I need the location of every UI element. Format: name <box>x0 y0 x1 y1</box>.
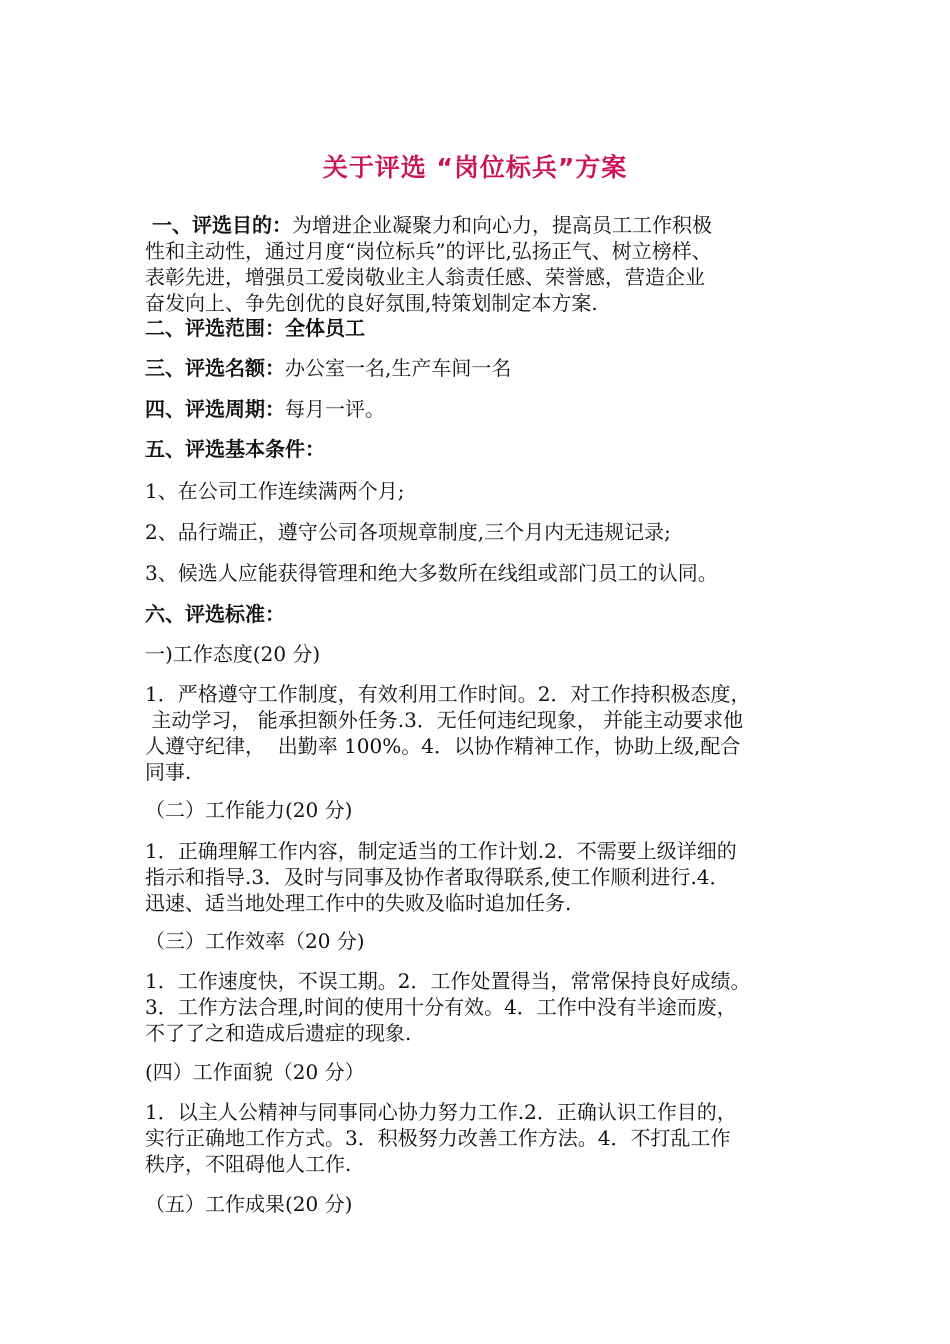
section-cycle <box>145 396 813 422</box>
criterion-efficiency-body <box>145 968 813 1046</box>
body-line: 实行正确地工作方式。3．积极努力改善工作方法。4．不打乱工作 <box>145 1126 731 1150</box>
condition-item: 1、在公司工作连续满两个月; <box>145 479 405 503</box>
section-purpose-text-line-3: 表彰先进，增强员工爱岗敬业主人翁责任感、荣誉感，营造企业 <box>145 265 705 289</box>
section-purpose-text-line-1: 为增进企业凝聚力和向心力，提高员工工作积极 <box>291 213 712 237</box>
section-quota <box>145 355 813 381</box>
body-line: 人遵守纪律， 出勤率 100%。4．以协作精神工作，协助上级,配合 <box>145 734 741 758</box>
criterion-ability-title: （二）工作能力(20 分) <box>145 798 353 822</box>
body-line: 主动学习， 能承担额外任务.3．无任何违纪现象， 并能主动要求他 <box>145 708 744 732</box>
section-cycle-text: 每月一评。 <box>285 397 385 421</box>
section-scope <box>145 315 813 341</box>
body-line: 秩序，不阻碍他人工作. <box>145 1152 352 1176</box>
body-line: 1．严格遵守工作制度，有效利用工作时间。2．对工作持积极态度， <box>145 682 751 706</box>
criterion-results-title: （五）工作成果(20 分) <box>145 1192 353 1216</box>
body-line: 1．工作速度快，不误工期。2．工作处置得当，常常保持良好成绩。 <box>145 969 751 993</box>
body-line: 迅速、适当地处理工作中的失败及临时追加任务. <box>145 891 572 915</box>
section-quota-text: 办公室一名,生产车间一名 <box>285 356 512 380</box>
section-purpose-heading: 一、评选目的： <box>145 213 292 237</box>
criterion-attitude-spirit-body <box>145 1099 813 1177</box>
criterion-attitude-body <box>145 681 813 785</box>
section-standards-heading-text: 六、评选标准： <box>145 602 285 626</box>
body-line: 1．正确理解工作内容，制定适当的工作计划.2．不需要上级详细的 <box>145 839 737 863</box>
section-purpose-text-line-4: 奋发向上、争先创优的良好氛围,特策划制定本方案. <box>145 291 598 315</box>
section-scope-heading: 二、评选范围：全体员工 <box>145 316 365 340</box>
criterion-attitude-spirit-title: (四）工作面貌（20 分） <box>145 1060 365 1084</box>
section-quota-heading: 三、评选名额： <box>145 356 285 380</box>
condition-item: 3、候选人应能获得管理和绝大多数所在线组或部门员工的认同。 <box>145 561 718 585</box>
document-title: 关于评选 “岗位标兵”方案 <box>322 153 628 182</box>
body-line: 1．以主人公精神与同事同心协力努力工作.2．正确认识工作目的， <box>145 1100 737 1124</box>
section-purpose-text-line-2: 性和主动性，通过月度“岗位标兵”的评比,弘扬正气、树立榜样、 <box>145 239 712 263</box>
criterion-attitude-title: 一)工作态度(20 分) <box>145 642 321 666</box>
criterion-ability-body <box>145 838 813 916</box>
section-purpose <box>145 212 813 316</box>
body-line: 不了了之和造成后遗症的现象. <box>145 1021 412 1045</box>
section-cycle-heading: 四、评选周期： <box>145 397 285 421</box>
section-conditions-heading-text: 五、评选基本条件： <box>145 437 325 461</box>
condition-item: 2、品行端正，遵守公司各项规章制度,三个月内无违规记录; <box>145 520 671 544</box>
section-conditions-heading <box>145 436 813 462</box>
body-line: 同事. <box>145 760 192 784</box>
criterion-efficiency-title: （三）工作效率（20 分) <box>145 929 365 953</box>
body-line: 3．工作方法合理,时间的使用十分有效。4．工作中没有半途而废， <box>145 995 737 1019</box>
section-standards-heading <box>145 601 813 627</box>
body-line: 指示和指导.3．及时与同事及协作者取得联系,使工作顺利进行.4． <box>145 865 730 889</box>
